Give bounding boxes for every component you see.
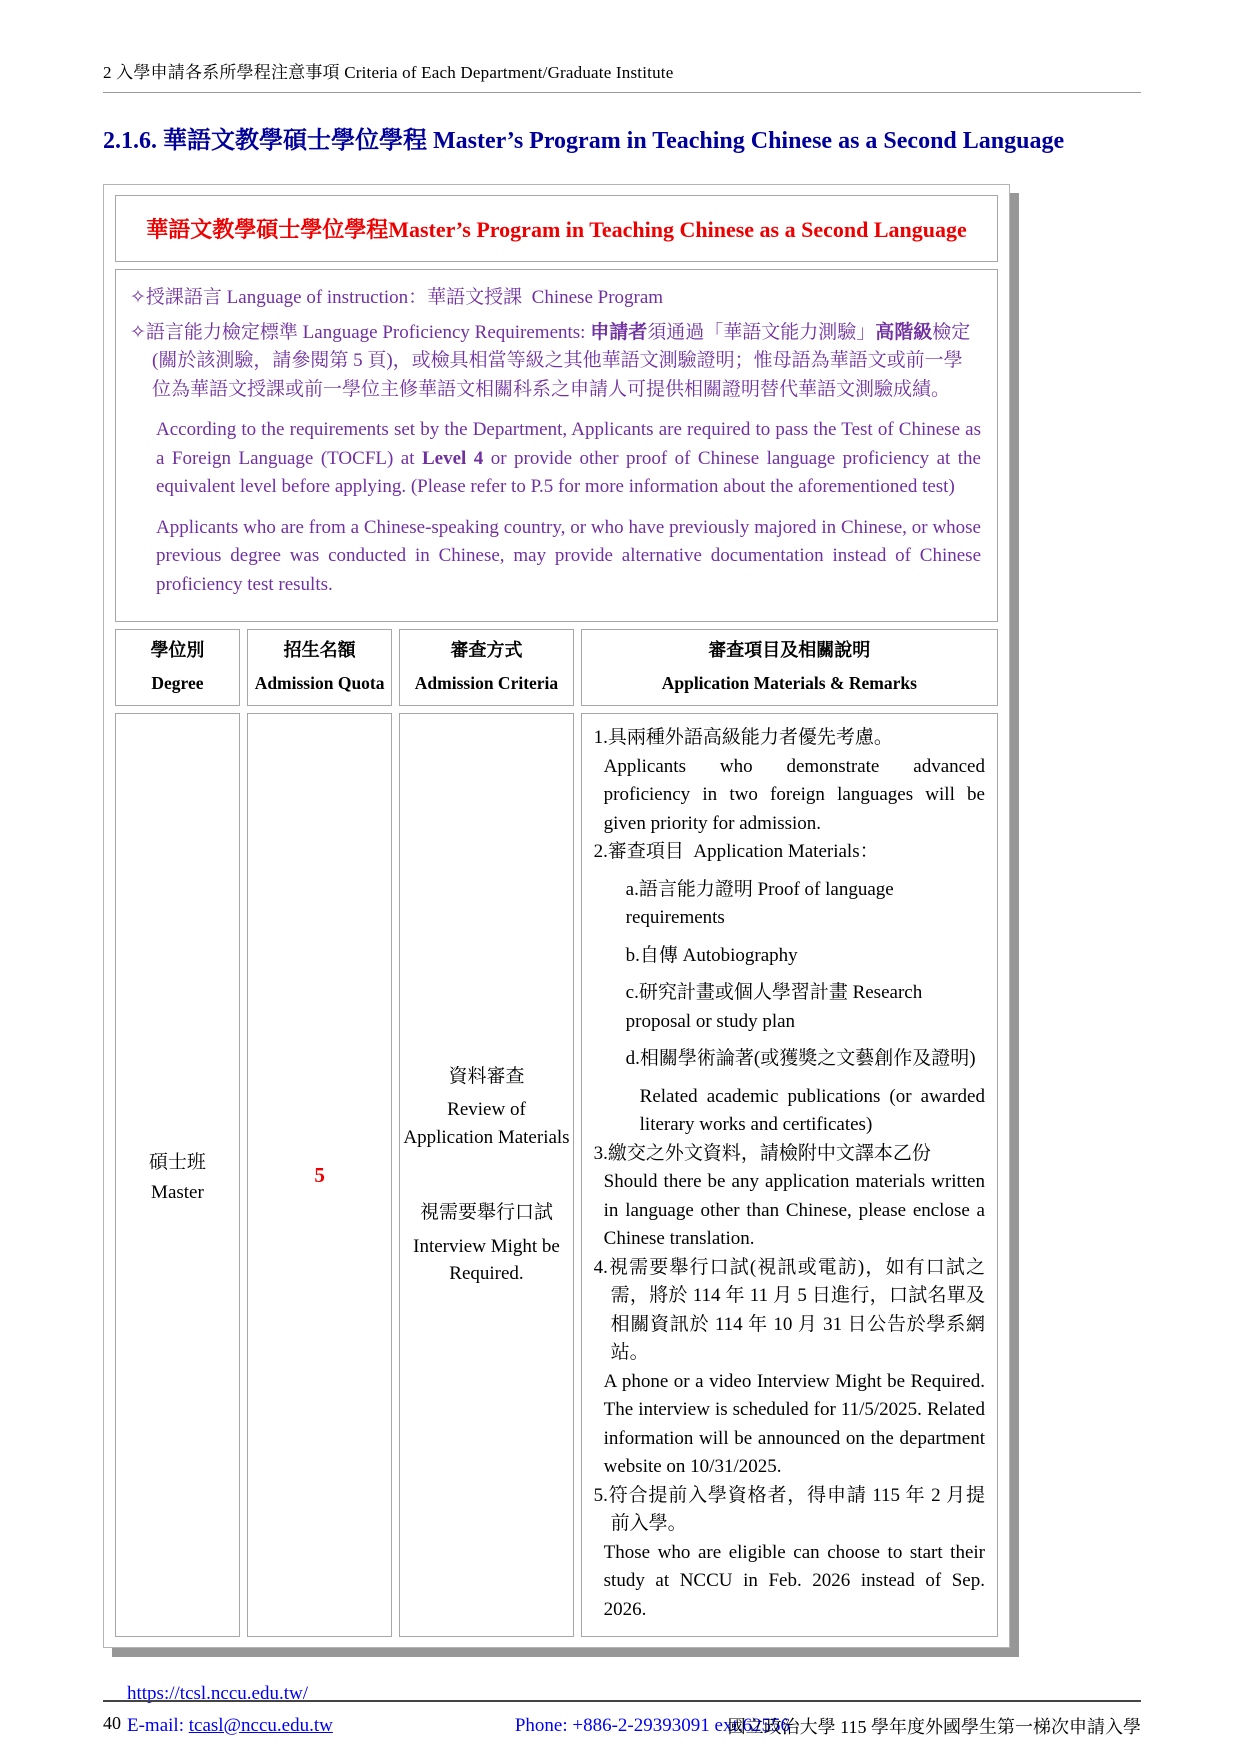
diamond-bullet-icon: ✧ (130, 321, 146, 343)
remark-line: b.自傳 Autobiography (625, 944, 798, 966)
degree-zh: 碩士班 (148, 1151, 206, 1173)
remark-line: Applicants who demonstrate advanced proficiency in two foreign languages will be given priority for admission. (603, 755, 990, 834)
header-degree-en: Degree (151, 672, 204, 693)
program-box-title: 華語文教學碩士學位學程Master’s Program in Teaching Chinese as a Second Language (115, 195, 998, 262)
header-criteria-en: Admission Criteria (414, 672, 559, 693)
remarks-cell (581, 713, 998, 1637)
proficiency-part: 須通過「華語文能力測驗」 (647, 321, 876, 343)
program-box (103, 184, 1010, 1648)
criteria-interview-en: Interview Might be Required. (413, 1235, 560, 1285)
header-degree-zh: 學位別 (150, 640, 205, 661)
tocfl-english-paragraph (130, 416, 986, 502)
proficiency-part-bold: 申請者 (590, 321, 648, 343)
remark-line: Those who are eligible can choose to start their study at NCCU in Feb. 2026 instead of Sep. 2026. (603, 1541, 990, 1620)
remark-line: 5.符合提前入學資格者，得申請 115 年 2 月提前入學。 (593, 1484, 985, 1535)
language-of-instruction-line (130, 284, 981, 313)
remark-line: d.相關學術論著(或獲獎之文藝創作及證明) (625, 1048, 976, 1070)
remark-line: 4.視需要舉行口試(視訊或電訪)，如有口試之需，將於 114 年 11 月 5 日進行，口試名單及相關資訊於 114 年 10 月 31 日公告於學系網站。 (593, 1256, 985, 1364)
page-footer (103, 1700, 1141, 1739)
quota-value: 5 (314, 1162, 325, 1187)
remark-line: a.語言能力證明 Proof of language requirements (625, 878, 899, 929)
page-number: 40 (103, 1713, 121, 1733)
tocfl-part: or provide other proof of Chinese language proficiency at the equivalent level before applying. (Please refer to P.5 for more information about the aforementioned test) (156, 447, 986, 498)
requirements-cell (115, 269, 998, 622)
header-criteria-zh: 審查方式 (450, 640, 523, 661)
criteria-review-zh: 資料審查 (448, 1065, 525, 1087)
email-link[interactable]: tcasl@nccu.edu.tw (188, 1714, 333, 1736)
content-column (103, 0, 1141, 1741)
section-heading: 2.1.6. 華語文教學碩士學位學程 Master’s Program in Teaching Chinese as a Second Language (103, 128, 1065, 154)
language-of-instruction-text: 授課語言 Language of instruction：華語文授課 Chinese Program (145, 287, 664, 309)
remark-line: 1.具兩種外語高級能力者優先考慮。 (593, 727, 893, 749)
running-header: 2 入學申請各系所學程注意事項 Criteria of Each Department/Graduate Institute (103, 58, 1141, 93)
degree-en: Master (151, 1181, 204, 1203)
proficiency-part: 檢定(關於該測驗，請參閱第 5 頁)，或檢具相當等級之其他華語文測驗證明；惟母語為華語文或前一學位為華語文授課或前一學位主修華語文相關科系之申請人可提供相關證明替代華語文測驗成績。 (152, 321, 971, 400)
phone-number: Phone: +886-2-29393091 ext.62556 (514, 1714, 790, 1736)
tocfl-level-bold: Level 4 (421, 447, 484, 469)
remark-line: A phone or a video Interview Might be Required. The interview is scheduled for 11/5/2025. Related information will be announced on the department website on 10/31/2025. (603, 1370, 990, 1478)
criteria-interview-zh: 視需要舉行口試 (419, 1202, 553, 1224)
criteria-interview-group (401, 1199, 571, 1288)
header-remarks (581, 629, 998, 706)
criteria-spacer (401, 1163, 571, 1187)
website-link[interactable]: https://tcsl.nccu.edu.tw/ (127, 1683, 309, 1705)
footer-title: 國立政治大學 115 學年度外國學生第一梯次申請入學 (727, 1717, 1141, 1737)
criteria-cell (399, 713, 573, 1637)
criteria-table (108, 622, 1005, 1644)
criteria-review-en: Review of Application Materials (403, 1099, 570, 1148)
table-data-row (115, 713, 998, 1637)
remark-line: 2.審查項目 Application Materials： (593, 841, 879, 863)
header-quota-zh: 招生名額 (283, 640, 356, 661)
remark-line: c.研究計畫或個人學習計畫 Research proposal or study plan (625, 982, 927, 1032)
exemption-english-paragraph: Applicants who are from a Chinese-speaking country, or who have previously majored in Chinese, or whose previous degree was conducted in Chinese, may provide alternative documentation instead of Chinese proficiency test results. (156, 516, 986, 595)
header-remarks-en: Application Materials & Remarks (661, 672, 917, 693)
proficiency-requirement-line (130, 319, 981, 405)
degree-cell (115, 713, 240, 1637)
proficiency-part-bold: 高階級 (875, 321, 933, 343)
quota-cell (247, 713, 392, 1637)
remark-line: Related academic publications (or awarded literary works and certificates) (639, 1085, 990, 1136)
header-degree (115, 629, 240, 706)
table-header-row (115, 629, 998, 706)
remark-line: 3.繳交之外文資料，請檢附中文譯本乙份 (593, 1142, 931, 1164)
proficiency-part: 語言能力檢定標準 Language Proficiency Requirements: (145, 321, 591, 343)
remark-line: Should there be any application materials written in language other than Chinese, please enclose a Chinese translation. (603, 1171, 990, 1250)
header-quota-en: Admission Quota (254, 672, 385, 693)
diamond-bullet-icon: ✧ (130, 287, 146, 309)
header-quota (247, 629, 392, 706)
tocfl-part: According to the requirements set by the Department, Applicants are required to pass the Test of Chinese as a Foreign Language (TOCFL) at (156, 419, 986, 469)
email-label: E-mail: (127, 1714, 189, 1736)
header-remarks-zh: 審查項目及相關說明 (708, 640, 871, 661)
header-criteria (399, 629, 573, 706)
criteria-review-group (401, 1063, 571, 1152)
